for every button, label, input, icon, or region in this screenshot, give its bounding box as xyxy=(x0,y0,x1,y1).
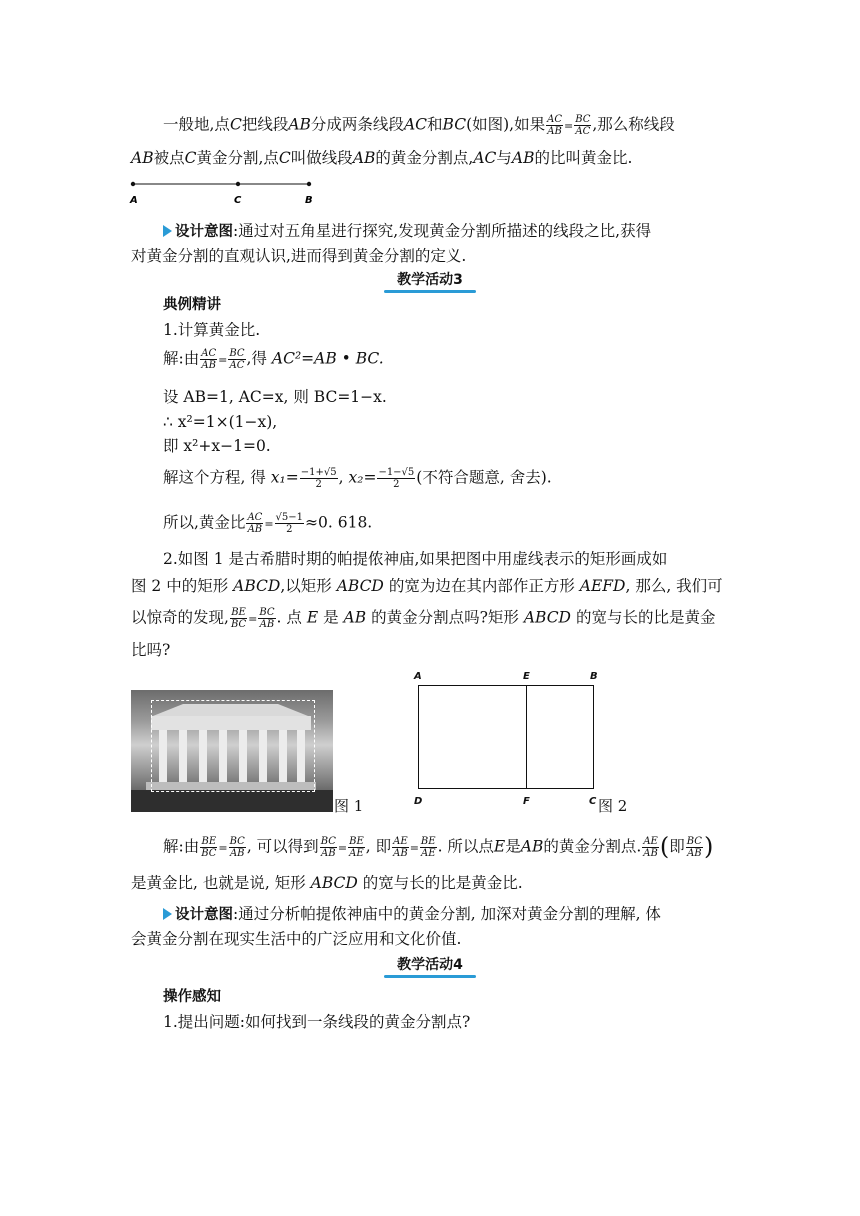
fraction: $\frac{AC}{AB}$ xyxy=(247,512,263,535)
ground xyxy=(131,790,333,812)
segment-ef xyxy=(526,685,527,789)
fraction: $\frac{√5-1}{2}$ xyxy=(275,512,304,535)
fraction: $\frac{BC}{AC}$ xyxy=(575,114,591,137)
figure-1-caption: 图 1 xyxy=(334,797,364,815)
example-1-equation: 即 x²+x−1=0. xyxy=(163,437,271,455)
label-b: B xyxy=(305,195,313,206)
banner-underline xyxy=(384,290,476,293)
rectangle-abcd xyxy=(418,685,594,789)
point-b xyxy=(307,182,311,186)
example-1-set: 设 AB=1, AC=x, 则 BC=1−x. xyxy=(163,388,387,406)
fraction: $\frac{BC}{AB}$ xyxy=(259,607,275,630)
definition-line-1: 一般地,点C把线段AB分成两条线段AC和BC(如图),如果 $\frac{AC}{AB}$ = $\frac{BC}{AC}$ ,那么称线段 xyxy=(163,114,675,137)
example-2-line-3: 以惊奇的发现, $\frac{BE}{BC}$ = $\frac{BC}{AB}$ . 点 E 是 AB 的黄金分割点吗?矩形 ABCD 的宽与长的比是黄金 xyxy=(131,607,716,630)
definition-line-2: AB被点C黄金分割,点C叫做线段AB的黄金分割点,AC与AB的比叫黄金比. xyxy=(131,149,633,167)
solution-2-line-2: 是黄金比, 也就是说, 矩形 ABCD 的宽与长的比是黄金比. xyxy=(131,874,523,892)
triangle-marker-icon xyxy=(163,225,172,237)
activity-3-banner: 教学活动3 xyxy=(384,270,476,290)
fraction: $\frac{BE}{AE}$ xyxy=(349,836,364,859)
fraction: $\frac{BC}{AC}$ xyxy=(229,348,245,371)
banner-underline xyxy=(384,975,476,978)
point-c xyxy=(236,182,240,186)
rect-label-c: C xyxy=(589,796,597,807)
heading-hands-on: 操作感知 xyxy=(163,989,221,1005)
activity-4-banner: 教学活动4 xyxy=(384,955,476,975)
dashed-rectangle xyxy=(151,700,315,792)
fraction: $\frac{BC}{AB}$ xyxy=(320,836,336,859)
example-1-result: 所以,黄金比 $\frac{AC}{AB}$ = $\frac{√5-1}{2}$ ≈0. 618. xyxy=(163,512,373,535)
example-2-line-2: 图 2 中的矩形 ABCD,以矩形 ABCD 的宽为边在其内部作正方形 AEFD, 那么, 我们可 xyxy=(131,577,723,595)
fraction: $\frac{AC}{AB}$ xyxy=(201,348,217,371)
example-1-therefore: ∴ x²=1×(1−x), xyxy=(163,413,278,431)
triangle-marker-icon xyxy=(163,908,172,920)
rect-label-a: A xyxy=(414,671,422,682)
example-1-solution: 解:由 $\frac{AC}{AB}$ = $\frac{BC}{AC}$ ,得 AC²=AB • BC. xyxy=(163,348,384,371)
label-c: C xyxy=(234,195,242,206)
fraction: $\frac{BC}{AB}$ xyxy=(686,836,702,859)
design-intent-2-line-2: 会黄金分割在现实生活中的广泛应用和文化价值. xyxy=(131,930,462,948)
design-intent-1-line-1: 设计意图:通过对五角星进行探究,发现黄金分割所描述的线段之比,获得 xyxy=(163,221,651,242)
fraction: $\frac{BE}{BC}$ xyxy=(201,836,217,859)
heading-examples: 典例精讲 xyxy=(163,297,221,313)
question-1: 1.提出问题:如何找到一条线段的黄金分割点? xyxy=(163,1013,471,1031)
example-2-line-4: 比吗? xyxy=(131,641,171,659)
fraction: $\frac{AE}{AB}$ xyxy=(393,836,408,859)
example-1-title: 1.计算黄金比. xyxy=(163,321,261,339)
fraction: $\frac{-1+√5}{2}$ xyxy=(300,467,337,490)
parthenon-photo xyxy=(131,690,333,812)
label-a: A xyxy=(130,195,138,206)
rect-label-f: F xyxy=(523,796,530,807)
fraction: $\frac{BE}{BC}$ xyxy=(230,607,247,630)
example-1-roots: 解这个方程, 得 x₁= $\frac{-1+√5}{2}$ , x₂= $\frac{-1-√5}{2}$ (不符合题意, 舍去). xyxy=(163,467,552,490)
design-intent-1-line-2: 对黄金分割的直观认识,进而得到黄金分割的定义. xyxy=(131,247,467,265)
fraction: $\frac{AE}{AB}$ xyxy=(643,836,658,859)
rect-label-d: D xyxy=(414,796,423,807)
point-a xyxy=(131,182,135,186)
rect-label-e: E xyxy=(523,671,530,682)
fraction: $\frac{-1-√5}{2}$ xyxy=(378,467,415,490)
solution-2-line-1: 解:由 $\frac{BE}{BC}$ = $\frac{BC}{AB}$ , 可以得到 $\frac{BC}{AB}$ = $\frac{BE}{AE}$ , 即 $\frac{AE}{AB}$ = $\frac{BE}{AE}$ . 所以点E是AB的黄金分割点. $\frac{AE}{AB}$ (即 $\frac{BC}{AB}$ ) xyxy=(163,832,714,861)
design-intent-2-line-1: 设计意图:通过分析帕提侬神庙中的黄金分割, 加深对黄金分割的理解, 体 xyxy=(163,904,661,925)
segment-ab-figure xyxy=(128,176,318,206)
fraction: $\frac{AC}{AB}$ xyxy=(547,114,562,137)
rect-label-b: B xyxy=(590,671,598,682)
figure-2-caption: 图 2 xyxy=(598,797,628,815)
example-2-line-1: 2.如图 1 是古希腊时期的帕提侬神庙,如果把图中用虚线表示的矩形画成如 xyxy=(163,550,668,568)
fraction: $\frac{BC}{AB}$ xyxy=(229,836,245,859)
fraction: $\frac{BE}{AE}$ xyxy=(420,836,436,859)
